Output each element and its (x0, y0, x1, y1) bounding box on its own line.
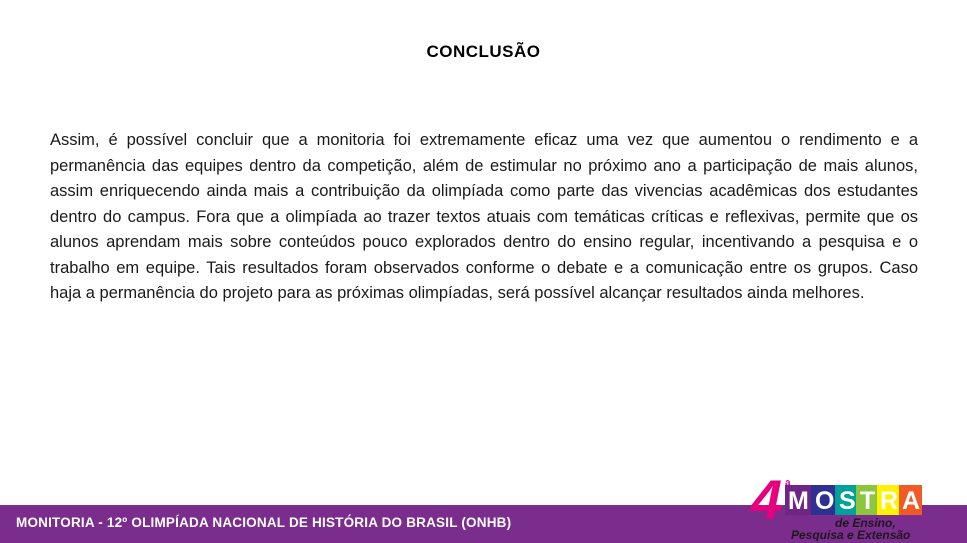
mostra-logo (749, 463, 959, 541)
page-title: CONCLUSÃO (426, 42, 541, 61)
logo-word (785, 485, 922, 515)
svg-text:A: A (902, 487, 921, 515)
body-paragraph: Assim, é possível concluir que a monitoria foi extremamente eficaz uma vez que aumentou o rendimento e a permanência das equipes dentro da competição, além de estimular no próximo ano a participação de mais alunos, assim enriquecendo ainda mais a contribuição da olimpíada como parte das vivencias acadêmicas dos estudantes dentro do campus. Fora que a olimpíada ao trazer textos atuais com temáticas críticas e reflexivas, permite que os alunos aprendam mais sobre conteúdos pouco explorados dentro do ensino regular, incentivando a pesquisa e o trabalho em equipe. Tais resultados foram observados conforme o debate e a comunicação entre os grupos. Caso haja a permanência do projeto para as próximas olimpíadas, será possível alcançar resultados ainda melhores. (50, 131, 918, 303)
svg-text:O: O (815, 487, 835, 515)
logo-number: 4 (751, 468, 783, 531)
svg-text:S: S (839, 487, 856, 515)
svg-text:T: T (860, 487, 876, 515)
logo-tagline-line2: Pesquisa e Extensão (791, 528, 911, 541)
svg-text:R: R (880, 487, 899, 515)
footer-label: MONITORIA - 12º OLIMPÍADA NACIONAL DE HISTÓRIA DO BRASIL (ONHB) (16, 515, 512, 530)
svg-text:M: M (788, 487, 809, 515)
logo-tagline-line1: de Ensino, (835, 516, 896, 530)
